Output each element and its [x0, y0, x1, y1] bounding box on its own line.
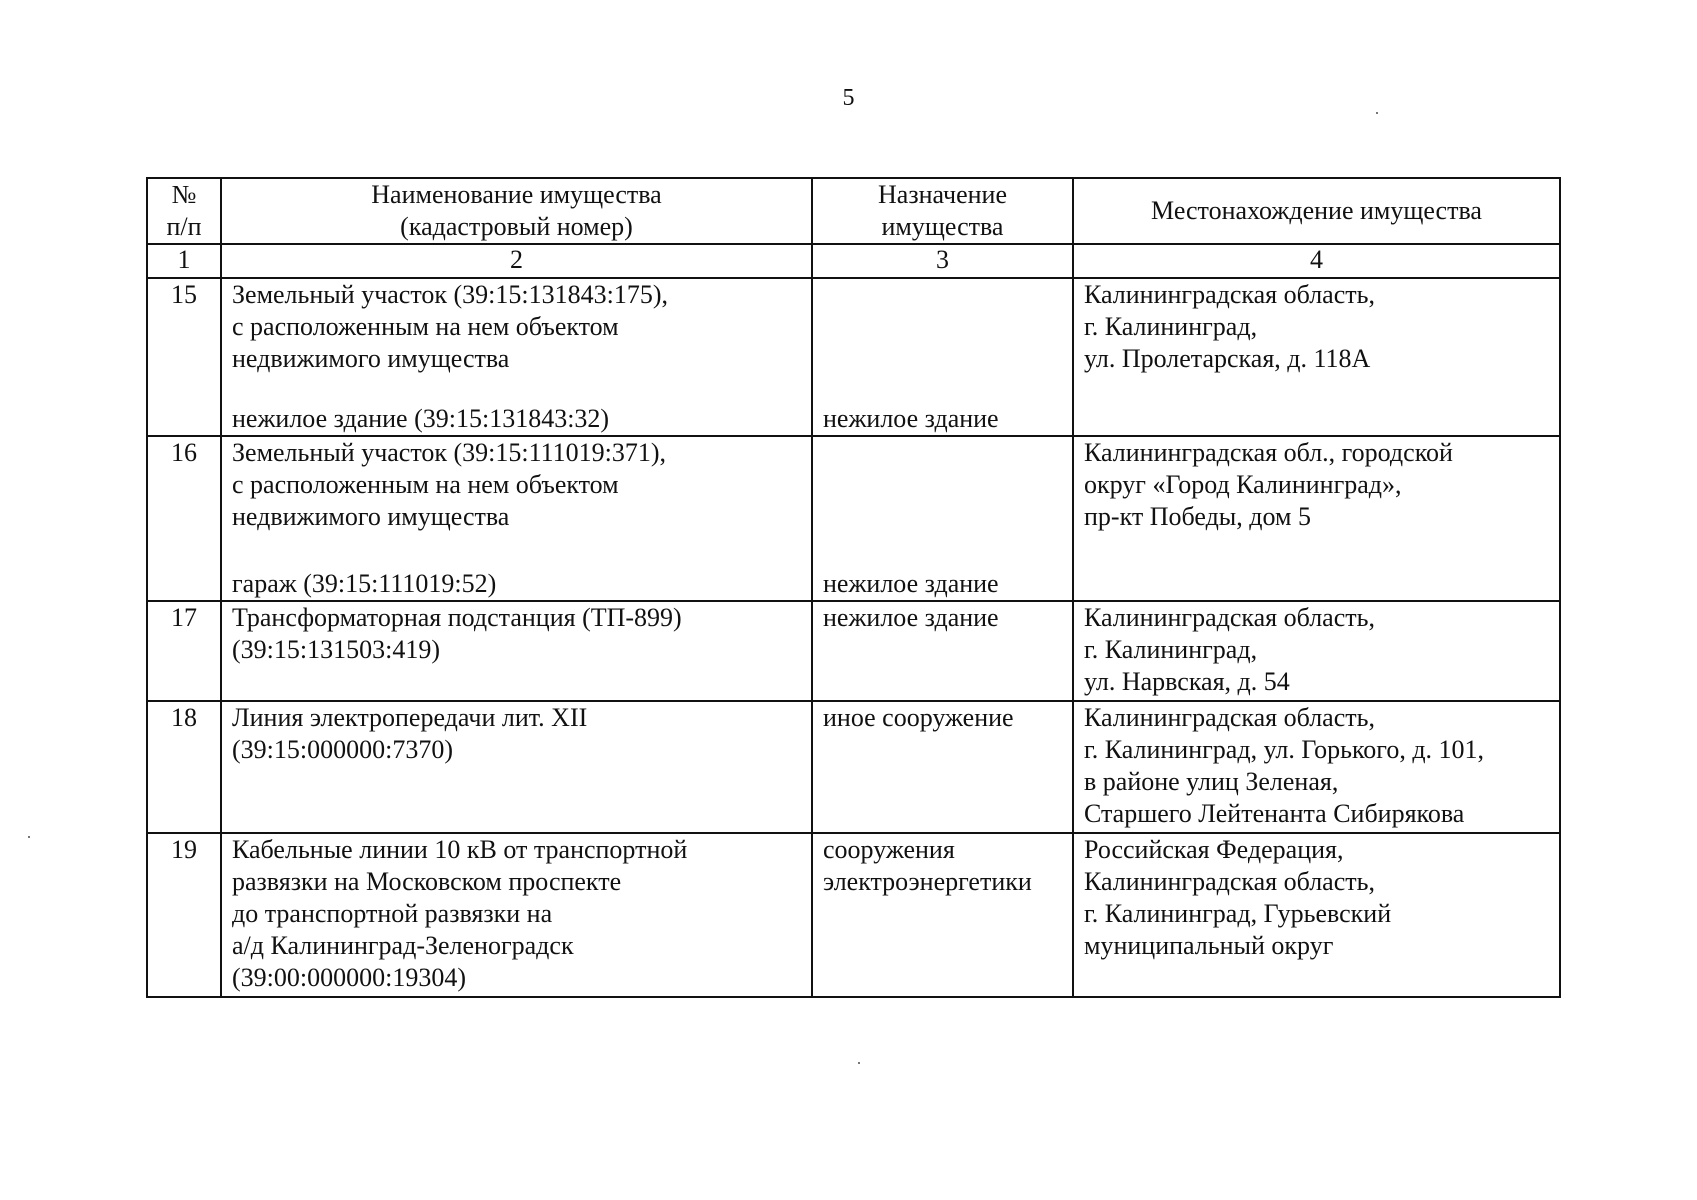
property-purpose-cell [812, 436, 1073, 601]
property-name-line: (39:15:131503:419) [232, 635, 440, 664]
property-location-line: пр-кт Победы, дом 5 [1084, 502, 1311, 531]
row-number: 17 [147, 601, 221, 701]
property-location-line: Российская Федерация, [1084, 835, 1344, 864]
property-purpose-line: нежилое здание [823, 603, 999, 632]
property-location-cell [1073, 436, 1560, 601]
header-num-line: № [171, 180, 197, 209]
row-number: 16 [147, 436, 221, 601]
property-name-cell [221, 436, 812, 601]
table-row [147, 436, 1560, 601]
property-object-line: нежилое здание (39:15:131843:32) [232, 404, 610, 433]
property-location-line: ул. Нарвская, д. 54 [1084, 667, 1290, 696]
property-name-cell [221, 278, 812, 436]
property-purpose-cell [812, 833, 1073, 997]
property-purpose-cell [812, 601, 1073, 701]
property-name-line: (39:15:000000:7370) [232, 735, 453, 764]
row-number: 15 [147, 278, 221, 436]
property-location-cell [1073, 833, 1560, 997]
property-name-line: до транспортной развязки на [232, 899, 553, 928]
row-number: 18 [147, 701, 221, 833]
property-purpose-line: нежилое здание [823, 569, 999, 598]
table-header-row [147, 178, 1560, 244]
property-location-line: ул. Пролетарская, д. 118А [1084, 344, 1371, 373]
property-name-line: Земельный участок (39:15:111019:371), [232, 438, 667, 467]
property-location-line: округ «Город Калининград», [1084, 470, 1402, 499]
property-name-line: недвижимого имущества [232, 344, 510, 373]
property-location-cell [1073, 601, 1560, 701]
header-purpose [812, 178, 1073, 244]
column-number: 1 [147, 244, 221, 278]
property-name-cell [221, 833, 812, 997]
property-location-line: Калининградская область, [1084, 867, 1375, 896]
property-name-line: а/д Калининград-Зеленоградск [232, 931, 574, 960]
property-purpose-cell [812, 278, 1073, 436]
table-row [147, 833, 1560, 997]
header-location: Местонахождение имущества [1073, 178, 1560, 244]
property-object-line: гараж (39:15:111019:52) [232, 569, 497, 598]
property-location-line: Калининградская область, [1084, 280, 1375, 309]
property-name-cell [221, 701, 812, 833]
property-location-line: Калининградская область, [1084, 603, 1375, 632]
header-name-line: (кадастровый номер) [400, 212, 633, 241]
property-name-line: Трансформаторная подстанция (ТП-899) [232, 603, 682, 632]
property-name-line: с расположенным на нем объектом [232, 470, 619, 499]
property-purpose-cell [812, 701, 1073, 833]
property-location-cell [1073, 278, 1560, 436]
row-number: 19 [147, 833, 221, 997]
scan-speck [1376, 112, 1378, 114]
column-number: 2 [221, 244, 812, 278]
scan-speck [858, 1062, 860, 1064]
header-purpose-line: имущества [881, 212, 1004, 241]
property-name-line: Земельный участок (39:15:131843:175), [232, 280, 668, 309]
property-location-line: г. Калининград, ул. Горького, д. 101, [1084, 735, 1485, 764]
property-name-line: развязки на Московском проспекте [232, 867, 622, 896]
table-row [147, 701, 1560, 833]
column-number: 4 [1073, 244, 1560, 278]
header-num-line: п/п [166, 212, 202, 241]
header-name [221, 178, 812, 244]
table-row [147, 278, 1560, 436]
property-purpose-line: нежилое здание [823, 404, 999, 433]
property-name-line: с расположенным на нем объектом [232, 312, 619, 341]
property-location-line: Старшего Лейтенанта Сибирякова [1084, 799, 1465, 828]
column-numbers-row [147, 244, 1560, 278]
property-name-line: Линия электропередачи лит. XII [232, 703, 588, 732]
property-name-line: (39:00:000000:19304) [232, 963, 466, 992]
column-number: 3 [812, 244, 1073, 278]
header-purpose-line: Назначение [878, 180, 1007, 209]
property-location-line: Калининградская обл., городской [1084, 438, 1453, 467]
property-location-line: Калининградская область, [1084, 703, 1375, 732]
property-location-line: г. Калининград, Гурьевский [1084, 899, 1392, 928]
scan-speck [28, 836, 30, 838]
property-location-line: муниципальный округ [1084, 931, 1334, 960]
property-name-cell [221, 601, 812, 701]
property-location-line: в районе улиц Зеленая, [1084, 767, 1339, 796]
property-table [146, 177, 1561, 998]
table-row [147, 601, 1560, 701]
property-purpose-line: электроэнергетики [823, 867, 1032, 896]
header-name-line: Наименование имущества [371, 180, 662, 209]
property-name-line: недвижимого имущества [232, 502, 510, 531]
property-purpose-line: сооружения [823, 835, 955, 864]
property-location-cell [1073, 701, 1560, 833]
property-purpose-line: иное сооружение [823, 703, 1014, 732]
property-location-line: г. Калининград, [1084, 635, 1258, 664]
property-name-line: Кабельные линии 10 кВ от транспортной [232, 835, 688, 864]
page-number: 5 [842, 85, 855, 111]
header-num [147, 178, 221, 244]
property-location-line: г. Калининград, [1084, 312, 1258, 341]
